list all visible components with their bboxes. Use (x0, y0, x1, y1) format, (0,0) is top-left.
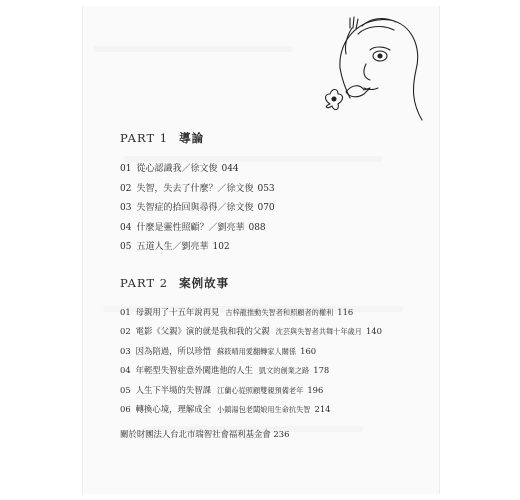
toc-entry-foundation[interactable] (120, 428, 440, 440)
entry-page: 178 (313, 365, 330, 375)
entry-number: 01 (120, 306, 131, 317)
entry-number: 01 (120, 164, 132, 174)
entry-page: 140 (365, 326, 382, 336)
entry-title: 失智症的拾回與尋得 (136, 203, 218, 213)
toc-entry[interactable] (120, 322, 440, 342)
toc-entry[interactable] (120, 400, 440, 420)
entry-author: ／劉亮華 (172, 242, 209, 252)
entry-author: ／劉亮華 (208, 222, 245, 233)
part2-label: PART 2 (120, 275, 169, 290)
entry-number: 02 (120, 326, 131, 336)
entry-page: 196 (307, 384, 324, 395)
toc-entry[interactable] (120, 303, 440, 323)
entry-author: ／徐文俊 (181, 164, 218, 174)
entry-page: 088 (248, 222, 266, 233)
entry-number: 03 (120, 345, 131, 356)
toc-entry[interactable] (120, 199, 440, 219)
entry-subtitle: 沈芸與失智者共舞十年歲月 (275, 327, 362, 336)
part1-heading (120, 128, 440, 148)
entry-title: 失智，失去了什麼？ (136, 183, 218, 194)
toc-entry[interactable] (120, 180, 440, 200)
entry-page: 214 (314, 404, 331, 414)
entry-number: 02 (120, 183, 132, 194)
entry-author: ／徐文俊 (217, 183, 254, 194)
part2-title: 案例故事 (179, 275, 230, 290)
entry-title: 什麼是靈性照顧？ (136, 222, 209, 233)
entry-title: 人生下半場的失智課 (135, 384, 212, 395)
line-art-face-illustration (300, 8, 432, 126)
entry-number: 03 (120, 203, 132, 213)
entry-title: 電影《父親》演的就是我和我的父親 (135, 326, 270, 336)
part1-label: PART 1 (120, 131, 169, 145)
entry-page: 160 (300, 345, 317, 356)
entry-subtitle: 凱文的創業之路 (258, 366, 310, 375)
entry-number: 06 (120, 404, 131, 414)
entry-subtitle: 古梓龍推動失智者和照顧者的權利 (225, 307, 334, 317)
table-of-contents (120, 128, 440, 440)
entry-title: 母親用了十五年說再見 (135, 306, 220, 317)
entry-title: 關於財團法人台北市瑞智社會福利基金會 (120, 428, 271, 439)
entry-number: 04 (120, 222, 132, 233)
entry-page: 116 (337, 306, 354, 317)
entry-number: 05 (120, 242, 132, 252)
part1-title: 導論 (179, 131, 205, 145)
entry-page: 070 (257, 203, 275, 213)
entry-title: 轉換心境，理解成全 (135, 404, 212, 414)
entry-title: 因為陪過，所以珍惜 (135, 345, 212, 356)
toc-entry[interactable] (120, 219, 440, 239)
part1-list (120, 160, 440, 258)
entry-page: 053 (257, 183, 275, 194)
entry-number: 05 (120, 384, 131, 395)
entry-title: 五道人生 (136, 242, 173, 252)
entry-subtitle: 小鎮湯包老闆娘用生命抗失智 (217, 405, 311, 414)
entry-number: 04 (120, 365, 131, 375)
entry-page: 044 (221, 164, 239, 174)
entry-author: ／徐文俊 (217, 203, 254, 213)
entry-title: 年輕型失智症意外闖進他的人生 (135, 365, 253, 375)
toc-entry[interactable] (120, 381, 440, 401)
toc-entry[interactable] (120, 238, 440, 258)
part2-list (120, 303, 440, 420)
entry-subtitle: 蘇筱晴用愛翻轉家人關係 (217, 346, 297, 356)
toc-entry[interactable] (120, 342, 440, 362)
entry-page: 102 (212, 242, 230, 252)
part2-heading (120, 273, 440, 293)
entry-title: 從心認識我 (136, 164, 182, 174)
toc-entry[interactable] (120, 361, 440, 381)
entry-page: 236 (273, 428, 290, 439)
toc-entry[interactable] (120, 160, 440, 180)
entry-subtitle: 江蘭心從照顧雙親預備老年 (217, 385, 304, 395)
